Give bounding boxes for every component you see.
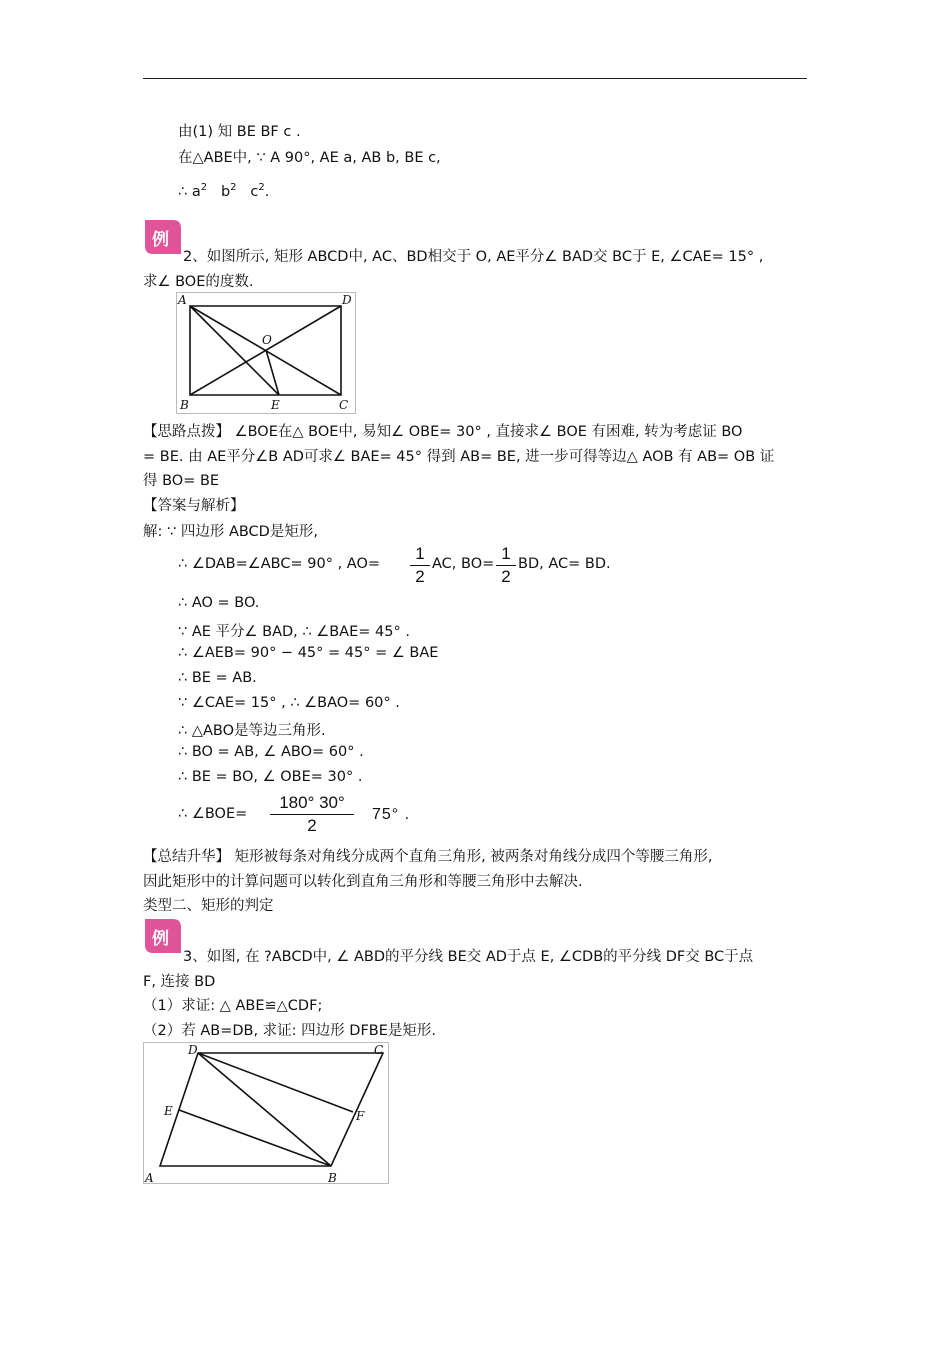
svg-text:A: A [178, 293, 187, 307]
solution-step-9: ∴ BE = BO, ∠ OBE= 30° . [178, 769, 363, 785]
fraction-half-ao: 1 2 [410, 544, 430, 587]
solution-step-7: ∴ △ABO是等边三角形. [178, 723, 326, 739]
svg-text:C: C [374, 1043, 384, 1057]
parallelogram-figure [143, 1042, 389, 1184]
ex3-question-line-1: 3、如图, 在 ?ABCD中, ∠ ABD的平分线 BE交 AD于点 E, ∠CDB的平分线 DF交 BC于点 [183, 949, 754, 965]
rectangle-figure [176, 292, 356, 414]
hint-line-3: 得 BO= BE [143, 473, 220, 489]
solution-step-2: ∴ AO = BO. [178, 595, 260, 611]
ex3-part-1: （1）求证: △ ABE≌△CDF; [143, 998, 323, 1014]
solution-step-4: ∴ ∠AEB= 90° − 45° = 45° = ∠ BAE [178, 645, 439, 661]
prev-line-1: 由(1) 知 BE BF c . [178, 124, 301, 140]
svg-text:C: C [339, 398, 349, 412]
answer-heading: 【答案与解析】 [143, 498, 245, 514]
svg-text:E: E [164, 1104, 173, 1118]
solution-step-6: ∵ ∠CAE= 15° , ∴ ∠BAO= 60° . [178, 695, 400, 711]
ex2-question-line-1: 2、如图所示, 矩形 ABCD中, AC、BD相交于 O, AE平分∠ BAD交 BC于 E, ∠CAE= 15° , [183, 249, 764, 265]
ex2-question-line-2: 求∠ BOE的度数. [143, 274, 254, 290]
svg-text:D: D [342, 293, 352, 307]
summary-line-1: 【总结升华】 矩形被每条对角线分成两个直角三角形, 被两条对角线分成四个等腰三角形, [143, 849, 713, 865]
solution-step-1c: BD, AC= BD. [518, 556, 611, 572]
header-rule [143, 78, 807, 79]
svg-text:A: A [145, 1171, 154, 1184]
solution-step-5: ∴ BE = AB. [178, 670, 257, 686]
svg-text:D: D [188, 1043, 198, 1057]
hint-line-1: 【思路点拨】 ∠BOE在△ BOE中, 易知∠ OBE= 30° , 直接求∠ BOE 有困难, 转为考虑证 BO [143, 424, 743, 440]
solution-step-1a: ∴ ∠DAB=∠ABC= 90° , AO= [178, 556, 381, 572]
section-type-2: 类型二、矩形的判定 [143, 898, 274, 914]
solution-step-1b: AC, BO= [432, 556, 495, 572]
prev-line-2: 在△ABE中, ∵ A 90°, AE a, AB b, BE c, [178, 150, 441, 166]
solution-step-0: 解: ∵ 四边形 ABCD是矩形, [143, 524, 318, 540]
svg-text:例: 例 [152, 230, 169, 250]
example-badge-icon [143, 917, 183, 955]
example-badge-icon [143, 218, 183, 256]
fraction-half-bo: 1 2 [496, 544, 516, 587]
fraction-boe: 180° 30° 2 [270, 793, 354, 836]
hint-line-2: = BE. 由 AE平分∠B AD可求∠ BAE= 45° 得到 AB= BE, 进一步可得等边△ AOB 有 AB= OB 证 [143, 449, 775, 465]
ex3-part-2: （2）若 AB=DB, 求证: 四边形 DFBE是矩形. [143, 1023, 437, 1039]
solution-step-10a: ∴ ∠BOE= [178, 806, 248, 822]
solution-step-8: ∴ BO = AB, ∠ ABO= 60° . [178, 744, 364, 760]
solution-step-10b: 75° . [372, 806, 411, 823]
prev-line-3: ∴ $a^2$ $b^2$ $c^2$. [178, 182, 270, 200]
svg-text:B: B [328, 1171, 337, 1184]
summary-line-2: 因此矩形中的计算问题可以转化到直角三角形和等腰三角形中去解决. [143, 874, 583, 890]
svg-text:例: 例 [152, 929, 169, 949]
svg-text:B: B [180, 398, 189, 412]
solution-step-3: ∵ AE 平分∠ BAD, ∴ ∠BAE= 45° . [178, 624, 410, 640]
svg-text:E: E [271, 398, 280, 412]
ex3-question-line-2: F, 连接 BD [143, 974, 216, 990]
svg-text:O: O [262, 333, 272, 347]
svg-text:F: F [356, 1109, 365, 1123]
